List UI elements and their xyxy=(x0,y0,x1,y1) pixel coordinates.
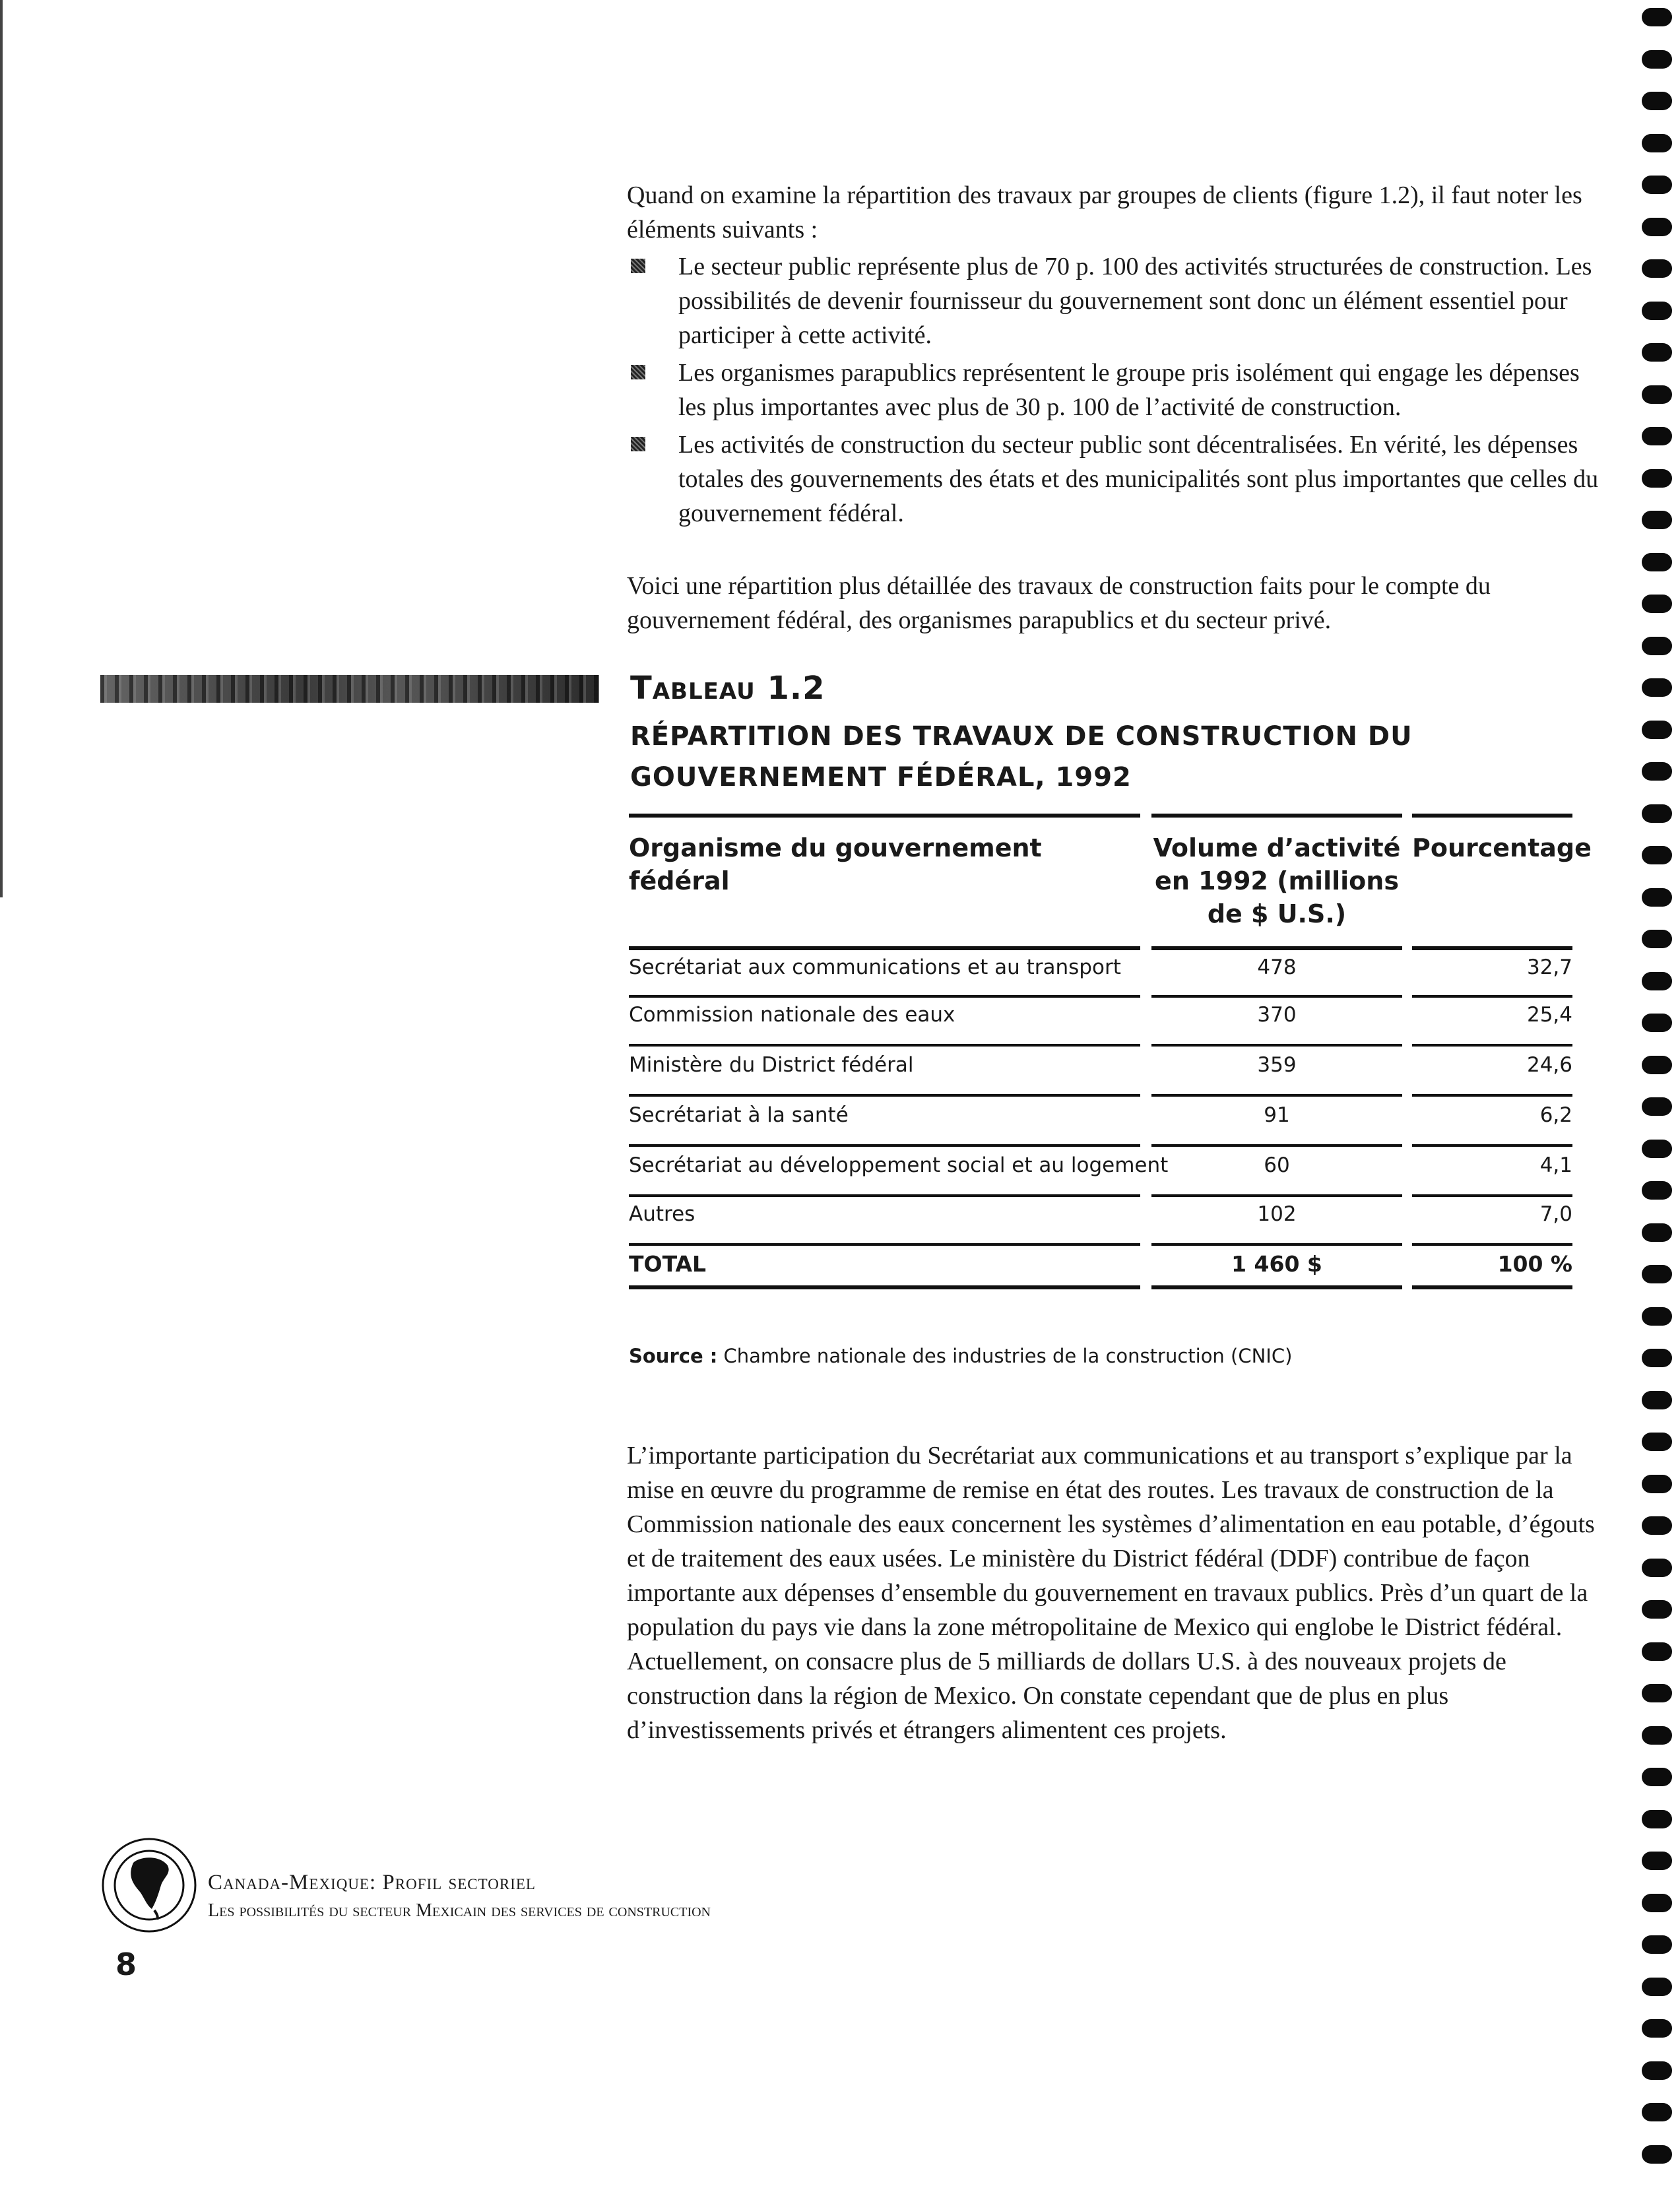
square-bullet-icon xyxy=(631,437,645,451)
decorative-grey-bar xyxy=(100,675,599,703)
binding-hole xyxy=(1642,595,1672,613)
binding-hole xyxy=(1642,302,1672,320)
binding-hole xyxy=(1642,1642,1672,1661)
binding-hole xyxy=(1642,1097,1672,1116)
binding-hole xyxy=(1642,1475,1672,1493)
binding-hole xyxy=(1642,1014,1672,1032)
binding-hole xyxy=(1642,1433,1672,1451)
binding-hole xyxy=(1642,1307,1672,1326)
table-row-volume: 370 xyxy=(1257,1003,1297,1027)
binding-hole xyxy=(1642,1684,1672,1702)
row-rule xyxy=(1151,1194,1402,1197)
row-rule xyxy=(629,1194,1140,1197)
table-row-label: Commission nationale des eaux xyxy=(629,1003,955,1027)
binding-hole xyxy=(1642,1726,1672,1745)
row-rule xyxy=(1412,1044,1572,1047)
footer-subtitle: Les possibilités du secteur Mexicain des services de construction xyxy=(208,1900,711,1921)
row-rule xyxy=(629,995,1140,998)
table-row-percent: 25,4 xyxy=(1526,1003,1572,1027)
post-table-paragraph: L’importante participation du Secrétariat aux communications et au transport s’explique par la mise en œuvre du programme de remise en état des routes. Les travaux de construction de la Commission nationale des eaux concernent les systèmes d’alimentation en eau potable, d’égouts et de traitement des eaux usées. Le ministère du District fédéral (DDF) contribue de façon importante aux dépenses d’ensemble du gouvernement en travaux publics. Près d’un quart de la population du pays vie dans la zone métropolitaine de Mexico qui englobe le District fédéral. Actuellement, on consacre plus de 5 milliards de dollars U.S. à des nouveaux projets de construction dans la région de Mexico. On constate cependant que de plus en plus d’investissements privés et étrangers alimentent ces projets. xyxy=(627,1442,1595,1744)
table-row-volume: 60 xyxy=(1264,1153,1290,1177)
table-row-label: Secrétariat au développement social et au logement xyxy=(629,1153,1169,1177)
binding-hole xyxy=(1642,176,1672,194)
row-rule xyxy=(1151,1144,1402,1147)
binding-hole xyxy=(1642,2145,1672,2164)
pre-table-paragraph: Voici une répartition plus détaillée des travaux de construction faits pour le compte du gouvernement fédéral, des organismes parapublics et du secteur privé. xyxy=(627,572,1491,634)
binding-hole xyxy=(1642,678,1672,697)
table-row-label: Secrétariat aux communications et au transport xyxy=(629,955,1121,979)
binding-hole xyxy=(1642,50,1672,69)
header-rule xyxy=(629,814,1140,818)
table-row-volume: 359 xyxy=(1257,1053,1297,1077)
binding-hole xyxy=(1642,762,1672,781)
binding-hole xyxy=(1642,1600,1672,1619)
table-title: RÉPARTITION DES TRAVAUX DE CONSTRUCTION DU GOUVERNEMENT FÉDÉRAL, 1992 xyxy=(630,721,1413,792)
binding-hole xyxy=(1642,8,1672,26)
binding-hole xyxy=(1642,2019,1672,2038)
binding-hole xyxy=(1642,1223,1672,1242)
binding-hole xyxy=(1642,2103,1672,2121)
binding-hole xyxy=(1642,1349,1672,1367)
binding-hole xyxy=(1642,469,1672,488)
table-row-percent: 7,0 xyxy=(1539,1202,1572,1226)
binding-hole xyxy=(1642,972,1672,990)
binding-hole xyxy=(1642,427,1672,445)
total-label: TOTAL xyxy=(629,1251,707,1277)
table-row-percent: 4,1 xyxy=(1539,1153,1572,1177)
binding-hole xyxy=(1642,1056,1672,1074)
list-item: Les activités de construction du secteur public sont décentralisées. En vérité, les dépenses totales des gouvernements des états et des municipalités sont plus importantes que celles du gouvernement fédéral. xyxy=(627,428,1600,531)
row-rule xyxy=(1412,995,1572,998)
north-america-globe-logo-icon xyxy=(100,1836,198,1934)
total-volume: 1 460 $ xyxy=(1231,1251,1322,1277)
row-rule xyxy=(1151,946,1402,950)
square-bullet-icon xyxy=(631,259,645,273)
table-row-label: Secrétariat à la santé xyxy=(629,1103,849,1127)
bullet-list xyxy=(627,249,1600,534)
binding-hole xyxy=(1642,846,1672,864)
row-rule xyxy=(1412,1094,1572,1097)
header-rule xyxy=(1412,814,1572,818)
table-row-volume: 91 xyxy=(1264,1103,1290,1127)
square-bullet-icon xyxy=(631,365,645,379)
page-number: 8 xyxy=(115,1947,137,1982)
binding-hole xyxy=(1642,1559,1672,1577)
binding-hole xyxy=(1642,1852,1672,1870)
binding-hole xyxy=(1642,134,1672,152)
binding-hole xyxy=(1642,1978,1672,1996)
row-rule xyxy=(1151,995,1402,998)
row-rule xyxy=(1412,946,1572,950)
binding-hole xyxy=(1642,1810,1672,1828)
list-item: Le secteur public représente plus de 70 p. 100 des activités structurées de construction. Les possibilités de devenir fournisseur du gouvernement sont donc un élément essentiel pour participer à cette activité. xyxy=(627,249,1600,352)
table-row-label: Autres xyxy=(629,1202,695,1226)
left-margin-rule xyxy=(0,0,3,897)
table-source: Source : Chambre nationale des industries de la construction (CNIC) xyxy=(629,1345,1293,1367)
table-row-percent: 6,2 xyxy=(1539,1103,1572,1127)
column-header-volume: Volume d’activité en 1992 (millions de $ U.S.) xyxy=(1153,833,1401,928)
table-number: Tableau 1.2 xyxy=(630,670,825,707)
binding-hole xyxy=(1642,1894,1672,1912)
binding-hole xyxy=(1642,1391,1672,1409)
binding-hole xyxy=(1642,1181,1672,1200)
binding-hole xyxy=(1642,1140,1672,1158)
total-percent: 100 % xyxy=(1497,1251,1572,1277)
binding-hole xyxy=(1642,218,1672,236)
binding-hole xyxy=(1642,343,1672,362)
row-rule xyxy=(629,1144,1140,1147)
footer-title: Canada-Mexique: Profil sectoriel xyxy=(208,1871,536,1894)
binding-hole xyxy=(1642,1768,1672,1786)
column-header-organism: Organisme du gouvernement fédéral xyxy=(629,833,1042,895)
row-rule xyxy=(1412,1243,1572,1246)
intro-paragraph: Quand on examine la répartition des travaux par groupes de clients (figure 1.2), il faut noter les éléments suivants : xyxy=(627,181,1582,243)
table-row-label: Ministère du District fédéral xyxy=(629,1053,914,1077)
binding-hole xyxy=(1642,721,1672,739)
binding-hole xyxy=(1642,930,1672,948)
binding-hole xyxy=(1642,1265,1672,1283)
row-rule xyxy=(629,946,1140,950)
binding-hole xyxy=(1642,2061,1672,2080)
table-bottom-rule xyxy=(1412,1285,1572,1289)
binding-hole xyxy=(1642,385,1672,404)
row-rule xyxy=(1151,1094,1402,1097)
table-bottom-rule xyxy=(1151,1285,1402,1289)
binding-hole xyxy=(1642,1935,1672,1954)
binding-hole xyxy=(1642,1516,1672,1535)
table-row-percent: 24,6 xyxy=(1526,1053,1572,1077)
binding-hole xyxy=(1642,637,1672,655)
spiral-binding xyxy=(1642,0,1675,2194)
row-rule xyxy=(1412,1144,1572,1147)
header-rule xyxy=(1151,814,1402,818)
column-header-percent: Pourcentage xyxy=(1412,833,1592,862)
row-rule xyxy=(1151,1044,1402,1047)
binding-hole xyxy=(1642,888,1672,907)
row-rule xyxy=(1412,1194,1572,1197)
table-row-volume: 478 xyxy=(1257,955,1297,979)
row-rule xyxy=(1151,1243,1402,1246)
row-rule xyxy=(629,1243,1140,1246)
table-row-percent: 32,7 xyxy=(1526,955,1572,979)
binding-hole xyxy=(1642,804,1672,823)
binding-hole xyxy=(1642,553,1672,571)
row-rule xyxy=(629,1044,1140,1047)
row-rule xyxy=(629,1094,1140,1097)
binding-hole xyxy=(1642,259,1672,278)
table-bottom-rule xyxy=(629,1285,1140,1289)
binding-hole xyxy=(1642,511,1672,529)
list-item: Les organismes parapublics représentent le groupe pris isolément qui engage les dépenses les plus importantes avec plus de 30 p. 100 de l’activité de construction. xyxy=(627,356,1600,424)
binding-hole xyxy=(1642,92,1672,110)
table-row-volume: 102 xyxy=(1257,1202,1297,1226)
